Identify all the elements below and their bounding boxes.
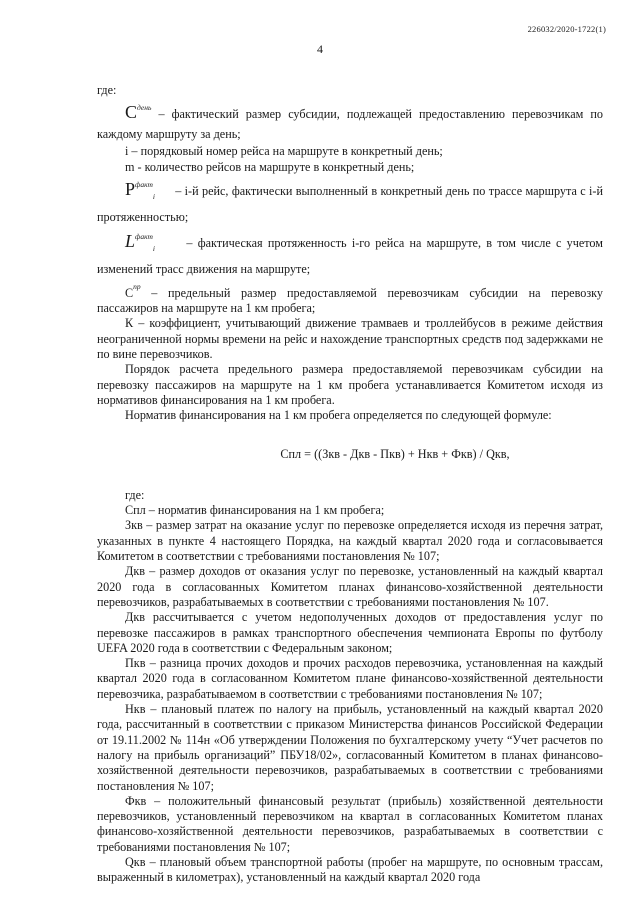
- def-m: m - количество рейсов на маршруте в конкретный день;: [125, 159, 415, 174]
- document-body: [97, 83, 603, 886]
- symbol-l: L: [125, 230, 136, 251]
- def-c-pr-text: – предельный размер предоставляемой перевозчикам субсидии на перевозку пассажиров на маршруте на 1 км пробега;: [97, 285, 603, 316]
- def-item: Qкв – плановый объем транспортной работы (пробег на маршруте, по основным трассам, выраженный в километрах), установленный на каждый квартал 2020 года: [97, 854, 603, 885]
- symbol-c-day-sup: день: [137, 103, 152, 113]
- symbol-p-sub: i: [152, 191, 156, 201]
- def-k: К – коэффициент, учитывающий движение трамваев и троллейбусов в режиме действия неограниченной нормы времени на рейс и нахождение транспортных средств под задержками не по вине перевозчиков.: [97, 316, 603, 362]
- def-l-text: – фактическая протяженность i-го рейса на маршруте, в том числе с учетом изменений трасс движения на маршруте;: [97, 235, 603, 276]
- def-c-pr: [97, 279, 603, 317]
- def-c-day: [97, 98, 603, 144]
- symbol-p: P: [125, 178, 136, 199]
- def-c-day-text: – фактический размер субсидии, подлежащей предоставлению перевозчикам по каждому маршруту за день;: [97, 107, 604, 142]
- formula: Спл = ((Зкв - Дкв - Пкв) + Нкв + Фкв) / Qкв,: [280, 446, 510, 461]
- symbol-c-day: C: [125, 102, 138, 123]
- symbol-l-sup: факт: [135, 231, 153, 241]
- symbol-c-pr-sup: пр: [133, 281, 141, 291]
- page-number: 4: [317, 42, 323, 56]
- def-p: [97, 175, 603, 227]
- document-id: 226032/2020-1722(1): [527, 24, 606, 34]
- def-item: Дкв – размер доходов от оказания услуг по перевозке, установленный на каждый квартал 2020 года в согласованных Комитетом планах финансово-хозяйственной деятельности перевозчиков, разрабатываемых в соответствии с требованиями постановления № 107.: [97, 564, 603, 609]
- symbol-l-sub: i: [152, 243, 156, 253]
- def-i: i – порядковый номер рейса на маршруте в конкретный день;: [125, 144, 443, 159]
- def-item: Нкв – плановый платеж по налогу на прибыль, установленный на каждый квартал 2020 года, рассчитанный в соответствии с приказом Министерства финансов Российской Федерации от 19.11.2002 № 114н «Об утверждении Положения по бухгалтерскому учету “Учет расчетов по налогу на прибыль организаций” ПБУ18/02», согласованный Комитетом в планах финансово-хозяйственной деятельности перевозчиков, разрабатываемых в соответствии с требованиями постановления № 107;: [97, 702, 603, 793]
- def-item: Пкв – разница прочих доходов и прочих расходов перевозчика, установленная на каждый квартал 2020 года в согласованном Комитетом плане финансово-хозяйственной деятельности перевозчика, разрабатываемом в соответствии с требованиями постановления № 107;: [97, 656, 603, 701]
- def-item: Фкв – положительный финансовый результат (прибыль) хозяйственной деятельности перевозчиков, установленный перевозчиком на квартал в согласованных Комитетом планах финансово-хозяйственной деятельности перевозчиков, разрабатываемых в соответствии с требованиями постановления № 107;: [97, 793, 603, 854]
- where-label: где:: [125, 487, 145, 502]
- where-intro: где:: [97, 83, 117, 97]
- def-item: Спл – норматив финансирования на 1 км пробега;: [125, 503, 385, 518]
- def-p-text: – i-й рейс, фактически выполненный в конкретный день по трассе маршрута с i-й протяженностью;: [97, 183, 603, 224]
- symbol-p-sup: факт: [135, 179, 153, 189]
- def-l: [97, 227, 603, 279]
- paragraph-order: Порядок расчета предельного размера предоставляемой перевозчикам субсидии на перевозку пассажиров на маршруте на 1 км пробега устанавливается Комитетом исходя из нормативов финансирования на 1 км пробега.: [97, 362, 603, 407]
- def-item: Дкв рассчитывается с учетом недополученных доходов от предоставления услуг по перевозке пассажиров в рамках транспортного обеспечения чемпионата Европы по футболу UEFA 2020 года в соответствии с Федеральным законом;: [97, 610, 603, 655]
- paragraph-norm: Норматив финансирования на 1 км пробега определяется по следующей формуле:: [125, 408, 552, 423]
- def-item: Зкв – размер затрат на оказание услуг по перевозке определяется исходя из перечня затрат, указанных в пункте 4 настоящего Порядка, на каждый квартал 2020 года и согласовывается Комитетом в соответствии с требованиями постановления № 107;: [97, 518, 603, 564]
- symbol-c-pr: C: [125, 285, 134, 300]
